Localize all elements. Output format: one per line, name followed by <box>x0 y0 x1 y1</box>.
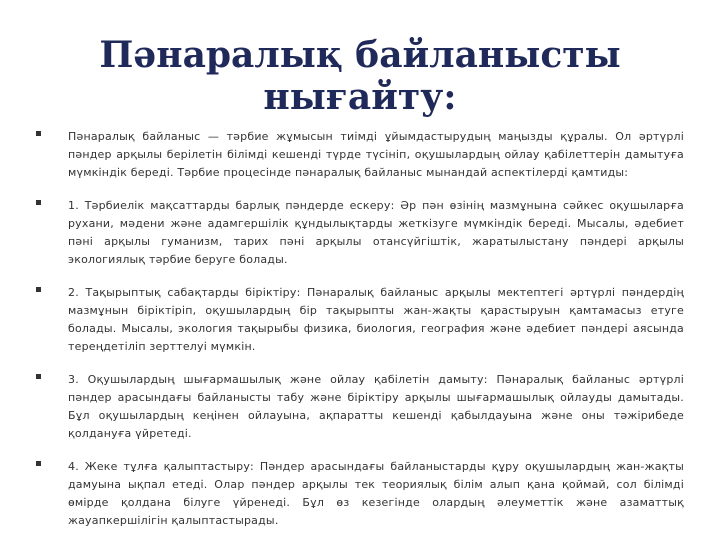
bullet-text: Пәнаралық байланыс — тәрбие жұмысын тиімді ұйымдастырудың маңызды құралы. Ол әртүрлі пәндер арқылы берілетін білімді кешенді түрде түсініп, оқушылардың ойлау қабілеттерін дамытуға мүмкіндік береді. Тәрбие процесінде пәнаралық байланыс мынандай аспектілерді қамтиды: <box>68 130 684 179</box>
bullet-text: 1. Тәрбиелік мақсаттарды барлық пәндерде ескеру: Әр пән өзінің мазмұнына сәйкес оқушыларға рухани, мәдени және адамгершілік құндылықтарды жеткізуге мүмкіндік береді. Мысалы, әдебиет пәні арқылы гуманизм, тарих пәні арқылы отансүйгіштік, жаратылыстану пәндері арқылы экологиялық тәрбие беруге болады. <box>68 199 684 266</box>
square-bullet-icon <box>36 131 41 136</box>
square-bullet-icon <box>36 200 41 205</box>
bullet-list <box>36 128 684 545</box>
bullet-text: 4. Жеке тұлға қалыптастыру: Пәндер арасындағы байланыстарды құру оқушылардың жан-жақты дамуына ықпал етеді. Олар пәндер арқылы тек теориялық білім алып қана қоймай, сол білімді өмірде қолдана білуге үйренеді. Бұл өз кезегінде олардың әлеуметтік және азаматтық жауапкершілігін қалыптастырады. <box>68 460 684 527</box>
bullet-item-4 <box>36 458 684 530</box>
square-bullet-icon <box>36 461 41 466</box>
bullet-item-3 <box>36 371 684 443</box>
bullet-item-2 <box>36 284 684 356</box>
bullet-text: 2. Тақырыптық сабақтарды біріктіру: Пәнаралық байланыс арқылы мектептегі әртүрлі пәндердің мазмұнын біріктіріп, оқушылардың бір тақырыпты жан-жақты қарастыруын қамтамасыз етуге болады. Мысалы, экология тақырыбы физика, биология, география және әдебиет пәндері аясында тереңдетіліп зерттелуі мүмкін. <box>68 286 684 353</box>
slide-title: Пәнаралық байланысты нығайту: <box>99 34 621 118</box>
bullet-item-1 <box>36 197 684 269</box>
bullet-item-intro <box>36 128 684 182</box>
square-bullet-icon <box>36 374 41 379</box>
square-bullet-icon <box>36 287 41 292</box>
bullet-text: 3. Оқушылардың шығармашылық және ойлау қабілетін дамыту: Пәнаралық байланыс әртүрлі пәндер арасындағы байланысты табу және біріктіру арқылы шығармашылық ойлауды дамытады. Бұл оқушылардың кеңінен ойлауына, ақпаратты кешенді қабылдауына және оны тәжірибеде қолдануға үйретеді. <box>68 373 684 440</box>
